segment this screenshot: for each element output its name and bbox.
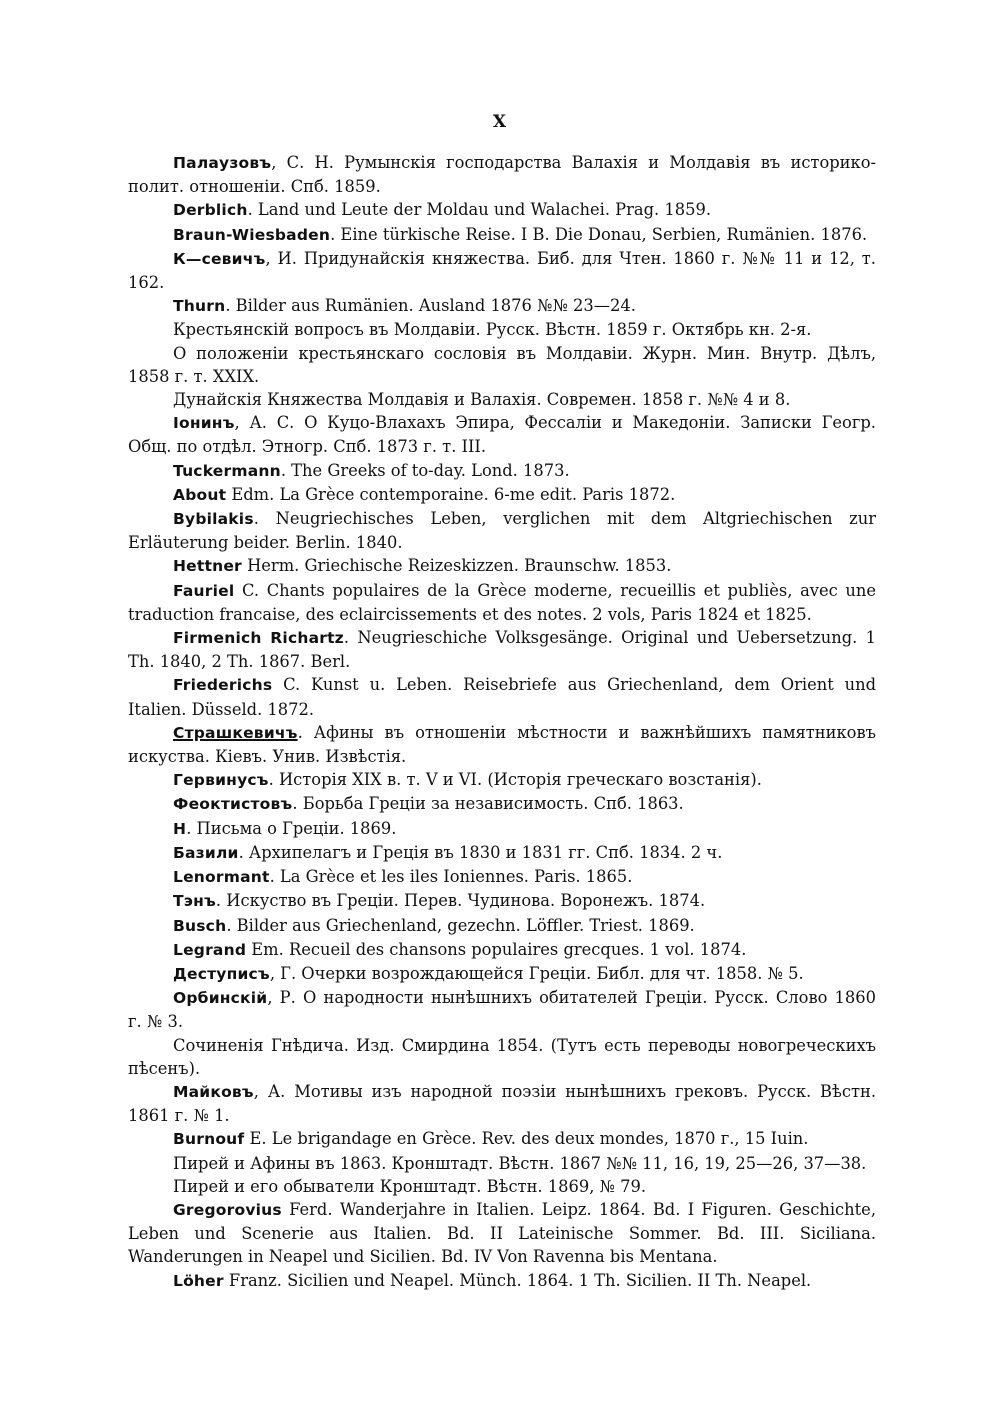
entry-author: Lenormant (173, 868, 270, 887)
entry-author: Thurn (173, 297, 226, 316)
bibliography-entry (128, 247, 876, 294)
entry-text: Крестьянскій вопросъ въ Молдавіи. Русск. Вѣстн. 1859 г. Октябрь кн. 2-я. (173, 320, 812, 340)
bibliography-entry (128, 1034, 876, 1080)
bibliography-entry (128, 318, 876, 341)
bibliography-entry (128, 1152, 876, 1175)
entry-author: Bybilakis (173, 510, 254, 529)
bibliography-entry (128, 841, 876, 865)
entry-text: . Письма о Греціи. 1869. (186, 818, 397, 838)
entry-author: Палаузовъ (173, 154, 272, 172)
page-number: X (492, 112, 508, 132)
entry-text: Ferd. Wanderjahre in Italien. Leipz. 1864. Bd. I Figuren. Geschichte, Leben und Scenerie aus Italien. Bd. II Lateinische Sommer. Bd. III. Siciliana. Wanderungen in Neapel und Sicilien. Bd. IV Von Ravenna bis Mentana. (128, 1199, 876, 1267)
entry-text: Em. Recueil des chansons populaires grecques. 1 vol. 1874. (246, 939, 747, 959)
entry-text: , С. Н. Румынскія господарства Валахія и Молдавія въ историко-полит. отношеніи. Спб. 1859. (128, 153, 876, 197)
entry-author: Іонинъ (173, 414, 235, 433)
entry-text: Сочиненія Гнѣдича. Изд. Смирдина 1854. (Тутъ есть переводы новогреческихъ пѣсенъ). (128, 1035, 876, 1078)
entry-text: . Архипелагъ и Греція въ 1830 и 1831 гг. Спб. 1834. 2 ч. (238, 842, 723, 862)
bibliography-entry (128, 1080, 876, 1127)
entry-text: . Land und Leute der Moldau und Walachei. Prag. 1859. (247, 200, 712, 220)
bibliography-entry (128, 223, 876, 247)
bibliography-entry (128, 294, 876, 318)
bibliography-entry (128, 507, 876, 554)
bibliography-entry (128, 579, 876, 626)
entry-text: C. Chants populaires de la Grèce moderne, recueillis et publiès, avec une traduction francaise, des eclaircissements et des notes. 2 vols, Paris 1824 et 1825. (128, 580, 876, 624)
entry-text: . The Greeks of to-day. Lond. 1873. (280, 460, 570, 480)
bibliography-list (128, 151, 876, 1293)
entry-author: Tuckermann (173, 461, 281, 480)
entry-text: . Bilder aus Rumänien. Ausland 1876 №№ 23—24. (225, 296, 636, 316)
bibliography-entry (128, 388, 876, 411)
bibliography-entry (128, 986, 876, 1033)
bibliography-entry (128, 914, 876, 938)
bibliography-entry (128, 817, 876, 841)
bibliography-entry (128, 198, 876, 222)
entry-author: Тэнъ (173, 892, 216, 911)
entry-text: C. Kunst u. Leben. Reisebriefe aus Griechenland, dem Orient und Italien. Düsseld. 1872. (128, 675, 876, 719)
entry-author: Майковъ (173, 1082, 254, 1101)
bibliography-entry (128, 962, 876, 986)
entry-author: Н (173, 819, 187, 838)
bibliography-entry (128, 721, 876, 768)
entry-author: Базили (173, 843, 239, 862)
entry-author: Derblich (173, 201, 248, 220)
entry-text: Пирей и Афины въ 1863. Кронштадт. Вѣстн. 1867 №№ 11, 16, 19, 25—26, 37—38. (173, 1153, 867, 1173)
entry-text: E. Le brigandage en Grèce. Rev. des deux mondes, 1870 г., 15 Iuin. (244, 1129, 809, 1149)
entry-author: Friederichs (173, 676, 273, 695)
entry-author: Hettner (173, 557, 242, 576)
entry-text: . La Grèce et les iles Ioniennes. Paris. 1865. (269, 867, 633, 887)
entry-text: Пирей и его обыватели Кронштадт. Вѣстн. 1869, № 79. (173, 1176, 647, 1196)
entry-author: About (173, 485, 227, 504)
bibliography-entry (128, 673, 876, 720)
bibliography-entry (128, 151, 876, 198)
entry-text: О положеніи крестьянскаго сословія въ Молдавіи. Журн. Мин. Внутр. Дѣлъ, 1858 г. т. XXIX. (128, 343, 876, 386)
bibliography-entry (128, 1198, 876, 1269)
bibliography-entry (128, 483, 876, 507)
entry-author: Braun-Wiesbaden (173, 225, 331, 244)
entry-text: Franz. Sicilien und Neapel. Münch. 1864. 1 Th. Sicilien. II Th. Neapel. (223, 1270, 812, 1290)
entry-text: , А. С. О Куцо-Влахахъ Эпира, Фессаліи и Македоніи. Записки Геогр. Общ. по отдѣл. Этногр. Спб. 1873 г. т. III. (128, 413, 876, 457)
entry-text: . Bilder aus Griechenland, gezechn. Löffler. Triest. 1869. (226, 915, 695, 935)
bibliography-entry (128, 411, 876, 458)
entry-author: Busch (173, 916, 227, 935)
entry-text: . Афины въ отношеніи мѣстности и важнѣйшихъ памятниковъ искуства. Кіевъ. Унив. Извѣстія. (128, 722, 876, 767)
entry-text: , Г. Очерки возрождающейся Греціи. Библ. для чт. 1858. № 5. (269, 963, 804, 983)
entry-author: Gregorovius (173, 1200, 282, 1219)
entry-author: Страшкевичъ (173, 723, 298, 742)
entry-text: Edm. La Grèce contemporaine. 6-me edit. Paris 1872. (226, 484, 676, 504)
entry-text: , А. Мотивы изъ народной поэзіи нынѣшнихъ грековъ. Русск. Вѣстн. 1861 г. № 1. (128, 1081, 876, 1126)
entry-author: Löher (173, 1271, 224, 1290)
entry-text: . Исторія XIX в. т. V и VI. (Исторія греческаго возстанія). (268, 770, 762, 790)
bibliography-entry (128, 342, 876, 388)
bibliography-entry (128, 889, 876, 913)
entry-text: . Борьба Греціи за независимость. Спб. 1863. (292, 794, 684, 814)
entry-text: , Р. О народности нынѣшнихъ обитателей Греціи. Русск. Слово 1860 г. № 3. (128, 988, 876, 1032)
bibliography-entry (128, 1175, 876, 1198)
bibliography-entry (128, 1269, 876, 1293)
bibliography-entry (128, 792, 876, 816)
bibliography-entry (128, 938, 876, 962)
bibliography-entry (128, 1127, 876, 1151)
entry-text: . Neugrieschiche Volksgesänge. Original und Uebersetzung. 1 Th. 1840, 2 Th. 1867. Berl. (128, 628, 876, 672)
bibliography-entry (128, 865, 876, 889)
entry-author: Орбинскій (173, 989, 268, 1008)
entry-author: К—севичъ (173, 249, 266, 268)
bibliography-entry (128, 459, 876, 483)
bibliography-entry (128, 554, 876, 578)
entry-author: Burnouf (173, 1130, 245, 1149)
bibliography-entry (128, 768, 876, 792)
entry-author: Феоктистовъ (173, 795, 293, 814)
entry-author: Гервинусъ (173, 771, 269, 790)
entry-author: Деступисъ (173, 964, 270, 983)
entry-text: . Eine türkische Reise. I B. Die Donau, Serbien, Rumänien. 1876. (330, 224, 868, 244)
entry-author: Fauriel (173, 581, 235, 600)
entry-text: Дунайскія Княжества Молдавія и Валахія. Современ. 1858 г. №№ 4 и 8. (173, 390, 791, 410)
entry-author: Legrand (173, 940, 247, 959)
bibliography-entry (128, 626, 876, 673)
entry-text: . Искуство въ Греціи. Перев. Чудинова. Воронежъ. 1874. (215, 891, 706, 911)
entry-text: Herm. Griechische Reizeskizzen. Braunschw. 1853. (241, 556, 672, 576)
entry-text: , И. Придунайскія княжества. Биб. для Чтен. 1860 г. №№ 11 и 12, т. 162. (128, 248, 876, 293)
entry-author: Firmenich Richartz (173, 629, 344, 648)
entry-text: . Neugriechisches Leben, verglichen mit dem Altgriechischen zur Erläuterung beider. Berlin. 1840. (128, 509, 876, 553)
